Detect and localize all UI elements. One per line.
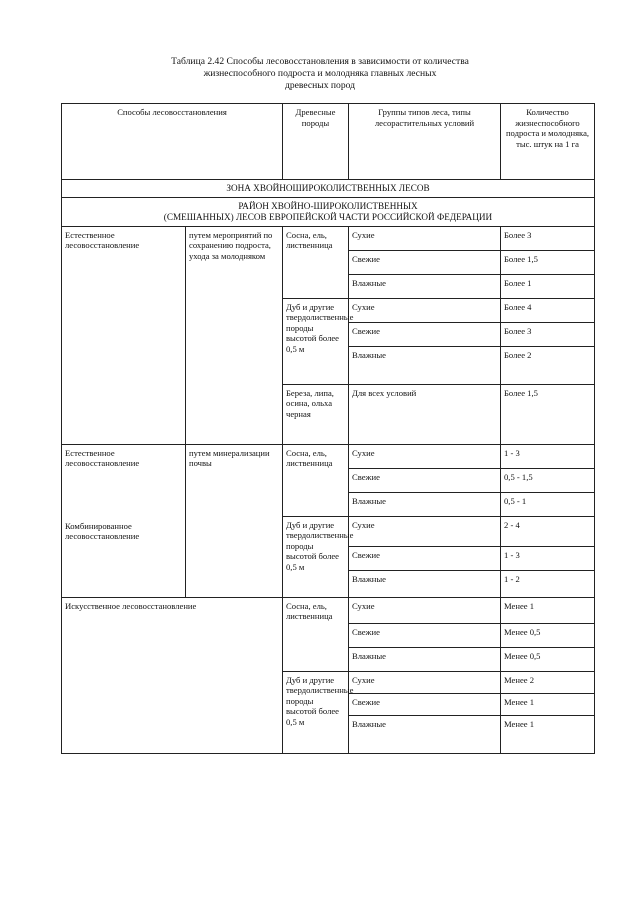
condition-cell: Влажные: [349, 346, 501, 384]
region-line-1: РАЙОН ХВОЙНО-ШИРОКОЛИСТВЕННЫХ: [238, 200, 418, 211]
condition-cell: Свежие: [349, 322, 501, 346]
zone-title: ЗОНА ХВОЙНОШИРОКОЛИСТВЕННЫХ ЛЕСОВ: [62, 180, 595, 198]
value-cell: 0,5 - 1: [501, 492, 595, 516]
table-row: [62, 226, 595, 250]
header-methods: Способы лесовосстановления: [62, 104, 283, 180]
species-cell: Сосна, ель, лиственница: [283, 597, 349, 671]
header-row: [62, 104, 595, 180]
condition-cell: Свежие: [349, 693, 501, 715]
caption-line-1: Таблица 2.42 Способы лесовосстановления в зависимости от количества: [171, 56, 469, 67]
method-cell: Естественное лесовосстановление: [62, 226, 186, 444]
species-cell: Сосна, ель, лиственница: [283, 444, 349, 516]
value-cell: Более 4: [501, 298, 595, 322]
species-cell: Сосна, ель, лиственница: [283, 226, 349, 298]
table-caption: [0, 56, 640, 92]
value-cell: 2 - 4: [501, 516, 595, 546]
condition-cell: Сухие: [349, 298, 501, 322]
condition-cell: Свежие: [349, 250, 501, 274]
value-cell: Менее 1: [501, 693, 595, 715]
method-text-combined: Комбинированное лесовосстановление: [65, 520, 140, 542]
condition-cell: Сухие: [349, 671, 501, 693]
species-cell: Дуб и другие твердолиственные породы высотой более 0,5 м: [283, 671, 349, 753]
condition-cell: Влажные: [349, 274, 501, 298]
value-cell: Более 1: [501, 274, 595, 298]
region-line-2: (СМЕШАННЫХ) ЛЕСОВ ЕВРОПЕЙСКОЙ ЧАСТИ РОССИЙСКОЙ ФЕДЕРАЦИИ: [163, 211, 493, 222]
region-row: [62, 197, 595, 226]
condition-cell: Влажные: [349, 647, 501, 671]
species-cell: Береза, липа, осина, ольха черная: [283, 384, 349, 444]
condition-cell: Сухие: [349, 516, 501, 546]
value-cell: Более 1,5: [501, 250, 595, 274]
value-cell: Более 2: [501, 346, 595, 384]
value-cell: Более 3: [501, 322, 595, 346]
value-cell: Более 3: [501, 226, 595, 250]
condition-cell: Влажные: [349, 570, 501, 597]
caption-line-3: древесных пород: [284, 80, 356, 91]
species-cell: Дуб и другие твердолиственные породы высотой более 0,5 м: [283, 298, 349, 384]
value-cell: Менее 1: [501, 597, 595, 623]
method-sub-cell: путем мероприятий по сохранению подроста, ухода за молодняком: [186, 226, 283, 444]
header-species: Древесные породы: [283, 104, 349, 180]
reforestation-table: [61, 103, 595, 754]
value-cell: Менее 0,5: [501, 623, 595, 647]
value-cell: 1 - 3: [501, 444, 595, 468]
condition-cell: Сухие: [349, 444, 501, 468]
header-quantity: Количество жизнеспособного подроста и молодняка, тыс. штук на 1 га: [501, 104, 595, 180]
condition-cell: Сухие: [349, 226, 501, 250]
condition-cell: Для всех условий: [349, 384, 501, 444]
method-cell: [62, 444, 186, 597]
table-row: [62, 444, 595, 468]
condition-cell: Влажные: [349, 492, 501, 516]
region-title: [62, 197, 595, 226]
value-cell: Менее 2: [501, 671, 595, 693]
header-forest-types: Группы типов леса, типы лесорастительных условий: [349, 104, 501, 180]
method-cell: Искусственное лесовосстановление: [62, 597, 283, 753]
value-cell: 1 - 2: [501, 570, 595, 597]
condition-cell: Свежие: [349, 468, 501, 492]
condition-cell: Свежие: [349, 623, 501, 647]
condition-cell: Свежие: [349, 546, 501, 570]
table-row: [62, 597, 595, 623]
condition-cell: Влажные: [349, 715, 501, 753]
value-cell: Менее 0,5: [501, 647, 595, 671]
condition-cell: Сухие: [349, 597, 501, 623]
value-cell: Менее 1: [501, 715, 595, 753]
zone-row: [62, 180, 595, 198]
method-text: Естественное лесовосстановление: [65, 447, 140, 469]
value-cell: 0,5 - 1,5: [501, 468, 595, 492]
caption-line-2: жизнеспособного подроста и молодняка главных лесных: [203, 68, 437, 79]
method-sub-cell: путем минерализации почвы: [186, 444, 283, 597]
value-cell: Более 1,5: [501, 384, 595, 444]
value-cell: 1 - 3: [501, 546, 595, 570]
species-cell: Дуб и другие твердолиственные породы высотой более 0,5 м: [283, 516, 349, 597]
